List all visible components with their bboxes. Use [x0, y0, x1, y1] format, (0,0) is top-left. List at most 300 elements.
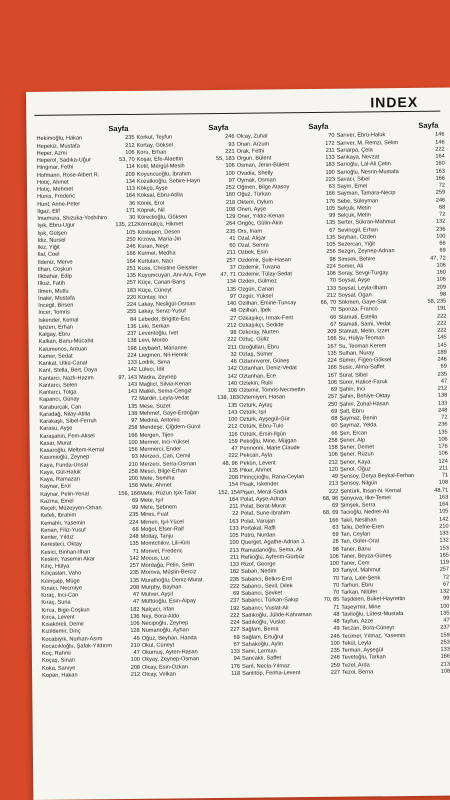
entry-name: Kılıçaslan, Vaho — [41, 570, 82, 578]
entry-page: 222 — [229, 583, 240, 590]
entry-page: 143 — [127, 388, 138, 395]
entry-page: 48 — [333, 618, 340, 625]
entry-name: Kökçü, Ayşe — [136, 185, 168, 192]
entry-page: 68 — [331, 415, 338, 422]
entry-page: 133 — [230, 648, 240, 655]
entry-page: 166 — [327, 365, 337, 372]
entry-name: Soysal, Leyla-İlham — [338, 284, 387, 292]
entry-name: Süral, Sibel — [338, 371, 368, 379]
entry-name: Şensoy, Derya Beykal-Ferhan — [340, 472, 415, 480]
entry-page: 106 — [438, 450, 448, 457]
index-column-2 — [136, 124, 240, 679]
entry-page: 118 — [231, 670, 241, 677]
entry-name: Mires, Fuat — [140, 511, 169, 519]
entry-page: 135 — [327, 350, 337, 357]
entry-page: 106 — [328, 452, 338, 459]
entry-name: Sezercan, Yiğit — [337, 241, 375, 248]
entry-name: Susic, Alma-Saffet — [338, 364, 385, 371]
entry-page: 237 — [127, 330, 137, 337]
entry-page: 47, 72 — [430, 255, 446, 262]
entry-name: Necipoğlu, Zeynep — [141, 620, 189, 627]
entry-page: 128 — [130, 628, 140, 635]
entry-page: 237 — [229, 598, 240, 605]
index-entry — [42, 672, 140, 680]
entry-name: Mete, Semiha — [140, 475, 175, 482]
entry-page: 47 — [133, 591, 140, 598]
entry-page: 106 — [125, 149, 135, 156]
entry-page: 138 — [437, 392, 448, 399]
entry-page: 224 — [126, 301, 137, 308]
entry-page: 100 — [228, 416, 238, 423]
entry-page: 198 — [127, 345, 137, 352]
entry-page: 133 — [127, 359, 137, 366]
entry-page: 48,71 — [434, 487, 449, 494]
entry-name: Su, Hülya-Teoman — [338, 335, 385, 342]
entry-page: 251 — [126, 265, 136, 272]
entry-page: 258 — [128, 468, 139, 475]
column-header-sayfa: Sayfa — [208, 122, 229, 133]
entry-page: 264 — [226, 221, 236, 228]
entry-page: 108 — [440, 668, 450, 675]
entry-name: Taliu, Defne-Eren — [340, 524, 384, 531]
entry-page: 166 — [440, 653, 450, 660]
entry-page: 246 — [225, 134, 235, 141]
index-title: INDEX — [370, 93, 419, 111]
entry-name: Kantarcı, Nazlı-Hazım — [38, 374, 94, 382]
entry-name: Kozalkıoğlu, Sebire-Hayri — [136, 177, 201, 185]
column-header-sayfa: Sayfa — [308, 121, 329, 132]
entry-name: Taner, Banu — [340, 545, 371, 553]
entry-name: Su, Teoman Kerem — [338, 342, 387, 350]
entry-page: 60 — [331, 423, 338, 430]
entry-name: Mendeşe, Çiğdem-Gürol — [139, 424, 201, 432]
entry-name: Kaynar, Erol — [40, 483, 71, 491]
entry-name: Koyuncuoğlu, İbrahim — [136, 170, 192, 178]
entry-page: 224 — [129, 519, 139, 526]
entry-name: Kenter, Yıldız — [40, 534, 74, 541]
entry-page: 97 — [228, 177, 235, 184]
entry-name: Sancaklı, Saffet — [241, 655, 282, 663]
entry-name: Işözen, Erhan — [38, 324, 74, 331]
entry-page: 257 — [126, 280, 137, 287]
entry-name: Ildeniz, Merve — [37, 259, 73, 266]
entry-page: 129 — [225, 213, 236, 220]
entry-page: 63 — [328, 183, 336, 190]
entry-page: 224 — [230, 619, 240, 626]
entry-name: Liegmen, Nil-Henrik — [138, 352, 188, 359]
entry-name: Sulhan, Nuray — [338, 350, 375, 357]
entry-name: Sarıoğlu, Nesrin-Mustafa — [336, 168, 399, 176]
entry-name: Kaya, Gül-Haluk — [39, 469, 81, 476]
entry-page: 160 — [436, 269, 446, 276]
entry-name: Kırca, Levent — [41, 614, 75, 621]
entry-name: Koçaş, Sinan — [41, 657, 75, 665]
entry-page: 166 — [435, 175, 445, 182]
entry-name: Okyay, Zeynep-Osman — [141, 656, 200, 664]
entry-page: 27 — [230, 315, 237, 322]
entry-page: 70 — [328, 133, 335, 140]
entry-page: 106 — [326, 270, 336, 277]
entry-name: Mutver, Ayşıl — [141, 591, 173, 598]
entry-page: 176 — [325, 198, 336, 205]
entry-page: 120 — [328, 466, 339, 473]
entry-page: 256 — [326, 249, 336, 256]
entry-page: 259 — [435, 189, 446, 196]
entry-name: Querget, Agathe-Adrian J. — [240, 539, 306, 547]
entry-page: 48 — [230, 308, 237, 315]
entry-name: Kocacıkloğlu, Şafak-Yıldırım — [41, 642, 113, 650]
entry-name: Sökmen, Gaye-Sait — [338, 299, 387, 306]
entry-page: 209 — [327, 328, 337, 335]
entry-page: 146 — [435, 139, 445, 146]
entry-name: Oymak, Osman — [236, 177, 276, 184]
entry-page: 145 — [437, 342, 447, 349]
entry-page: 224 — [326, 263, 336, 270]
entry-name: Özdemir, Tülay-Sedat — [237, 271, 292, 278]
entry-name: Moltay, Tanju — [140, 533, 174, 540]
entry-page: 67 — [330, 321, 337, 328]
entry-page: 69 — [331, 408, 338, 415]
entry-page: 211 — [229, 554, 239, 561]
entry-page: 192 — [230, 605, 240, 612]
entry-page: 158 — [328, 444, 338, 451]
entry-page: 163 — [229, 518, 239, 525]
entry-name: Kesici, Binhan-İlhan — [40, 548, 91, 556]
entry-page: 106 — [130, 620, 140, 627]
entry-page: 135 — [440, 610, 450, 617]
entry-name: Kazma, Emel — [40, 498, 74, 505]
entry-name: Öner, Yıldız-Kenan — [237, 213, 285, 220]
entry-name: Mağlıcl, Silvia-Kenan — [139, 381, 192, 388]
entry-name: Öztekin, Ruhi — [239, 380, 273, 387]
entry-name: Olcay, Volkan — [142, 671, 176, 678]
entry-page: 67 — [329, 227, 336, 234]
entry-page: 172 — [325, 140, 335, 147]
entry-page: 211 — [439, 465, 448, 472]
entry-name: Körmükçü, Hikmet — [137, 221, 184, 229]
entry-page: 22 — [232, 511, 239, 518]
entry-name: Refiioğlu, Ayferim-Gürbüz — [240, 553, 305, 561]
entry-page: 222 — [328, 488, 339, 495]
entry-page: 100 — [130, 657, 140, 664]
entry-page: 220 — [126, 294, 137, 301]
entry-name: Keçeli, Müzeyyen-Orhan — [40, 505, 102, 512]
entry-name: Tan, Güler-Oral — [340, 538, 380, 545]
entry-page: 135 — [228, 467, 239, 474]
entry-name: Murphy, Bayhan — [141, 584, 182, 591]
entry-page: 166 — [325, 191, 336, 198]
entry-name: Özilhan, İpek — [238, 307, 271, 315]
entry-page: 166 — [327, 336, 337, 343]
index-page — [26, 88, 450, 800]
entry-name: Özgür, Yüksel — [238, 293, 273, 300]
entry-page: 236 — [436, 226, 446, 233]
entry-name: Madra, Zeynep — [138, 373, 177, 381]
entry-page: 93 — [228, 141, 235, 148]
entry-page: 159 — [440, 632, 450, 639]
entry-name: Hotiç, Mehmet — [36, 186, 74, 193]
entry-page: 67 — [233, 641, 240, 648]
entry-name: Terman, Ayşegül — [341, 647, 384, 654]
entry-name: Numanoğlu, Ayhan — [141, 627, 189, 635]
entry-page: 191 — [436, 305, 447, 312]
entry-name: Sarıkaya, Nevzat — [336, 154, 380, 161]
entry-page: 255 — [126, 309, 137, 316]
entry-page: 135, 212 — [115, 222, 138, 229]
entry-name: Kant, Stella, Bert, Daya — [38, 367, 98, 375]
entry-name: Sarıoğlu, Lal-Ali Çetin — [336, 161, 391, 168]
entry-page: 171 — [125, 207, 136, 214]
entry-name: Kılınçalp, Müge — [41, 577, 80, 585]
entry-page: 69 — [330, 386, 338, 393]
entry-name: Ovadia, Shelly — [236, 169, 273, 177]
entry-page: 250 — [327, 401, 338, 408]
entry-name: Sabancı, Vuslat-Ali — [241, 604, 289, 612]
entry-page: 138, 183 — [217, 395, 240, 402]
entry-name: Sponza, Franco — [338, 306, 378, 313]
entry-name: Pekoğlu, Mine, Müjgan — [239, 437, 297, 445]
entry-name: Pisak, İskender — [240, 481, 279, 489]
entry-page: 246 — [330, 633, 340, 640]
entry-name: Portakal, Raffi — [240, 525, 276, 532]
entry-name: Hepekiz, Mustafa — [36, 142, 80, 150]
column-header-sayfa: Sayfa — [418, 120, 439, 130]
entry-name: Polat, Berat-Murat — [240, 503, 286, 510]
index-entry — [342, 668, 450, 676]
entry-name: Şalt, Ebru — [339, 408, 364, 415]
entry-page: 190 — [325, 169, 335, 176]
entry-name: Hunis, Frederic — [37, 193, 76, 201]
entry-page: 212 — [130, 671, 141, 678]
entry-name: Neji, Bora-Aldo — [141, 613, 180, 620]
entry-page: 235 — [226, 228, 236, 235]
entry-name: Soysal, Ogan — [338, 292, 372, 299]
entry-name: Karakaşlı, Sibel-Ferruh — [39, 418, 97, 425]
entry-page: 133 — [229, 525, 239, 532]
entry-name: Kılıç, Hülya — [40, 563, 70, 570]
entry-name: Mete, Şebnem — [140, 504, 177, 511]
entry-page: 224 — [127, 352, 137, 359]
entry-page: 227 — [330, 669, 341, 676]
entry-name: Sezgin, Zeynep-Adnan — [337, 248, 395, 255]
entry-name: Koka, Sanıye — [42, 665, 76, 672]
entry-name: Özdemir, Tuvana — [237, 264, 281, 271]
entry-page: 176 — [230, 663, 241, 670]
entry-page: 183 — [325, 162, 335, 169]
entry-name: Pişen, Meral-Sadık — [240, 488, 288, 496]
entry-page: 222 — [436, 313, 447, 320]
entry-page: 133 — [325, 154, 335, 161]
entry-page: 119 — [439, 559, 449, 566]
entry-page: 135 — [326, 220, 336, 227]
entry-name: Kalkan, Banu-Mücahit — [38, 338, 94, 346]
entry-page: 250 — [126, 236, 136, 243]
entry-name: Öztürk, Ersin-İlgün — [239, 430, 286, 438]
entry-name: Şahin, Behiye-Oktay — [339, 393, 391, 400]
entry-page: 222 — [230, 612, 240, 619]
entry-name: Ilal, Coel — [37, 251, 60, 259]
entry-name: Osman, Jenin-Bülent — [236, 162, 290, 170]
entry-name: Sarıl, Necla-Yılmaz — [241, 662, 290, 670]
entry-name: Öktem, Oylum — [237, 198, 273, 206]
entry-name: Takil, Neslihan — [340, 516, 377, 524]
entry-name: Seyhan, Özden — [337, 234, 377, 241]
entry-page: 32 — [230, 351, 237, 358]
entry-name: Kaya, Ramazan — [40, 476, 80, 483]
entry-page: 100 — [128, 439, 138, 446]
entry-page: 218 — [225, 199, 236, 206]
entry-name: Kalumenos, Antuan — [38, 345, 88, 353]
entry-name: Mermerci, Ender — [139, 446, 182, 453]
entry-name: Sevinçgil, Erhan — [337, 226, 378, 234]
entry-name: Özal, Semra — [237, 242, 269, 249]
entry-page: 160 — [225, 192, 236, 199]
entry-page: 37 — [229, 264, 236, 271]
entry-name: Könik, Erol — [137, 200, 165, 207]
entry-name: Kopan, Hakan — [42, 672, 78, 679]
entry-page: 182 — [229, 569, 240, 576]
entry-page: 236 — [438, 421, 448, 428]
entry-page: 71 — [132, 548, 139, 555]
entry-page: 235 — [129, 512, 139, 519]
entry-name: Sanlıtop, Feriha-Levent — [242, 669, 301, 677]
entry-page: 152, 154 — [218, 489, 241, 496]
entry-name: Kortay, Göksel — [136, 141, 173, 149]
entry-name: Ilmen, Mutlu — [38, 288, 69, 295]
entry-name: Öztürk, Işıl — [239, 409, 267, 416]
entry-page: 164 — [228, 496, 239, 503]
entry-page: 257 — [129, 562, 139, 569]
entry-page: 166 — [329, 517, 339, 524]
entry-name: Köreclioğlu, Göksen — [137, 214, 188, 221]
entry-name: Selçuk, Metin — [337, 212, 371, 219]
entry-page: 140 — [227, 380, 238, 387]
entry-page: 258 — [328, 437, 338, 444]
entry-page: 53, 70 — [119, 156, 135, 164]
entry-page: 164 — [438, 501, 449, 508]
entry-page: 248 — [129, 533, 139, 540]
entry-name: Taşeyrmir, Mine — [341, 603, 381, 611]
entry-name: Öztaş, Sümer — [238, 351, 273, 358]
entry-name: Şimşek, Serra — [340, 502, 376, 509]
entry-page: 49 — [331, 473, 339, 480]
entry-page: 163 — [438, 494, 449, 501]
entry-page: 142 — [227, 373, 238, 380]
entry-page: 106 — [227, 387, 238, 394]
entry-page: 46 — [230, 358, 237, 365]
entry-name: Kankat, Ulkü-Canal — [38, 360, 88, 367]
entry-page: 212 — [228, 424, 238, 431]
entry-name: Şahin, Zuhal-Hasan — [339, 400, 389, 408]
entry-name: Sümer, Figen-Göksel — [338, 357, 392, 364]
entry-page: 164 — [125, 193, 136, 200]
entry-page: 133 — [326, 285, 337, 292]
entry-name: Özkaşıkçı, Sedide — [238, 322, 284, 329]
entry-name: Pennonni, Marie Claude — [239, 445, 300, 452]
entry-name: Olcay, Zuhal — [236, 133, 268, 141]
entry-page: 165 — [439, 552, 449, 559]
entry-name: Koç, Rahmi — [41, 650, 71, 657]
entry-page: 142 — [127, 367, 137, 374]
entry-page: 99 — [329, 212, 336, 219]
entry-name: Tecimer, Yılmaz, Yasemin — [341, 632, 406, 640]
entry-page: 113 — [126, 185, 136, 192]
entry-name: Mergen, Tijen — [139, 431, 174, 439]
entry-page: 93 — [131, 454, 138, 461]
entry-page: 100 — [329, 560, 339, 567]
entry-page: 100 — [440, 603, 450, 610]
entry-page: 210 — [130, 642, 140, 649]
entry-name: Şahin, İnci — [339, 386, 366, 393]
entry-name: Heper, Azmi — [36, 150, 67, 157]
entry-name: Kantarcı, Selen — [39, 382, 78, 389]
entry-name: Mese, Süzet — [139, 403, 171, 410]
entry-name: Kınacı, Necmiye — [41, 585, 82, 592]
entry-name: Sürer, Hatice-Faruk — [339, 378, 388, 386]
entry-name: Şener, Demet — [339, 444, 374, 451]
entry-name: Sadıkoğlu, Vuslat — [241, 619, 285, 626]
entry-page: 66 — [330, 314, 337, 321]
entry-page: 212 — [227, 322, 237, 329]
entry-name: Tevetoğlu, Tarkan — [341, 654, 386, 661]
entry-name: Nalçacı, İrfan — [141, 605, 175, 613]
entry-page: 132 — [439, 537, 449, 544]
entry-name: Hotiç, Ahmet — [36, 179, 69, 186]
entry-page: 135 — [127, 403, 138, 410]
entry-name: Sebe, Süleyman — [337, 197, 379, 205]
entry-page: 134 — [226, 279, 237, 286]
entry-page: 68, 69 — [322, 510, 339, 517]
entry-page: 222 — [437, 327, 447, 334]
entry-name: Hofmann, Rose-Albert R. — [36, 171, 100, 179]
entry-page: 235 — [330, 647, 340, 654]
entry-name: Kıraç, Suna — [41, 599, 71, 607]
entry-name: Ramadanoğlu, Sema, Ali — [240, 546, 303, 554]
entry-name: Kantarcı, Tolga — [39, 389, 77, 396]
entry-page: 55, 183 — [216, 155, 235, 163]
entry-name: Medina, Antonio — [139, 417, 180, 424]
entry-name: Kaya, Funda-Unsal — [39, 461, 88, 469]
entry-name: Mesci, Bilge-Erhan — [139, 468, 187, 475]
entry-page: 133 — [437, 400, 448, 407]
entry-name: Öğmen, Bilge Atasoy — [236, 184, 290, 191]
entry-name: Özkoray, Nurten — [238, 329, 279, 336]
entry-page: 189 — [437, 349, 447, 356]
entry-name: Pütrü, Nurdan — [240, 532, 276, 539]
entry-page: 135 — [227, 402, 238, 409]
entry-name: Kapancı, Günay — [39, 396, 80, 404]
entry-page: 253 — [440, 639, 450, 646]
index-column-3 — [236, 123, 340, 678]
entry-page: 99 — [443, 595, 450, 602]
entry-page: 116 — [228, 431, 238, 438]
entry-name: Sarıver, M. Remzi, Selim — [336, 139, 399, 147]
entry-name: Kırca, Bige-Coşkun — [41, 606, 90, 614]
entry-page: 72 — [438, 182, 446, 189]
entry-name: Özoğulları, Ebru — [238, 343, 280, 351]
entry-name: Piker, Ahmet — [239, 467, 272, 474]
entry-page: 108 — [438, 479, 449, 486]
entry-page: 71 — [333, 604, 340, 611]
entry-name: Küçe, Canan-Barış — [137, 279, 186, 287]
entry-name: Karaburçak, Can — [39, 403, 82, 411]
entry-page: 133 — [440, 646, 450, 653]
entry-name: Sağlam, Berna — [241, 626, 279, 634]
entry-page: 70, 85 — [323, 596, 340, 604]
entry-page: 69 — [233, 634, 240, 641]
entry-name: Merzeci, Serra-Osman — [139, 460, 197, 468]
entry-name: Işık, Gülşen — [37, 230, 68, 237]
